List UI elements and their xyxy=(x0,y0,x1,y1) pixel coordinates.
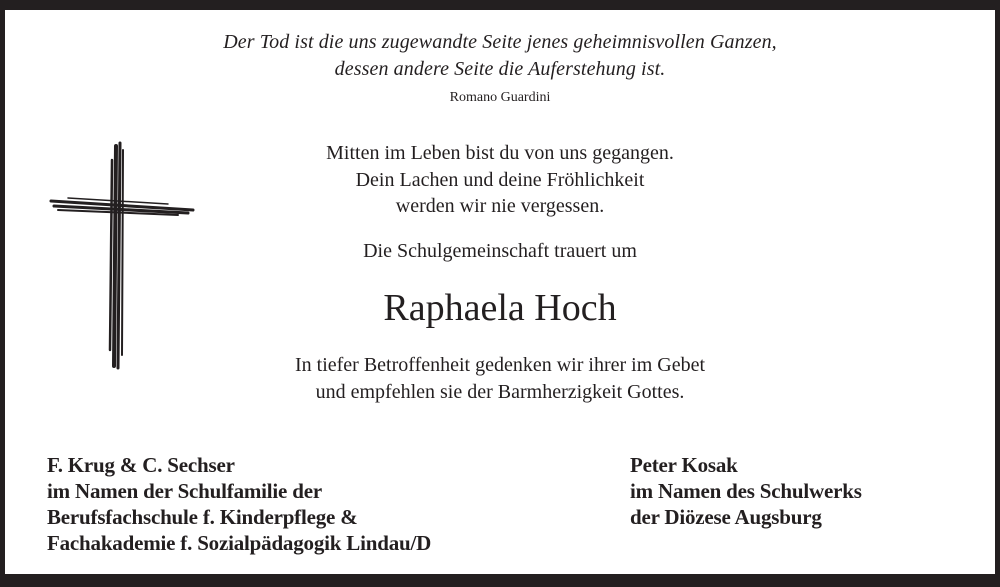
deceased-name: Raphaela Hoch xyxy=(383,287,617,329)
signature-right xyxy=(630,452,862,530)
verse-line-2: Dein Lachen und deine Fröhlichkeit xyxy=(355,169,645,191)
verse-line-3: werden wir nie vergessen. xyxy=(395,195,605,217)
signature-right-line: im Namen des Schulwerks xyxy=(630,479,862,503)
quote-author: Romano Guardini xyxy=(449,90,551,105)
signature-right-line: Peter Kosak xyxy=(630,453,738,477)
signature-left-line: F. Krug & C. Sechser xyxy=(47,453,235,477)
signature-right-line: der Diözese Augsburg xyxy=(630,505,822,529)
signature-left-line: im Namen der Schulfamilie der xyxy=(47,479,322,503)
quote-line-2: dessen andere Seite die Auferstehung ist. xyxy=(334,58,666,80)
signature-left xyxy=(47,452,431,556)
quote-line-1: Der Tod ist die uns zugewandte Seite jenes geheimnisvollen Ganzen, xyxy=(223,31,777,53)
closing-line-2: und empfehlen sie der Barmherzigkeit Gottes. xyxy=(315,381,685,403)
signature-left-line: Fachakademie f. Sozialpädagogik Lindau/D xyxy=(47,531,432,555)
verse-line-1: Mitten im Leben bist du von uns gegangen. xyxy=(326,142,674,164)
mourning-intro: Die Schulgemeinschaft trauert um xyxy=(363,240,637,262)
closing-line-1: In tiefer Betroffenheit gedenken wir ihrer im Gebet xyxy=(294,354,706,376)
signature-left-line: Berufsfachschule f. Kinderpflege & xyxy=(47,505,358,529)
